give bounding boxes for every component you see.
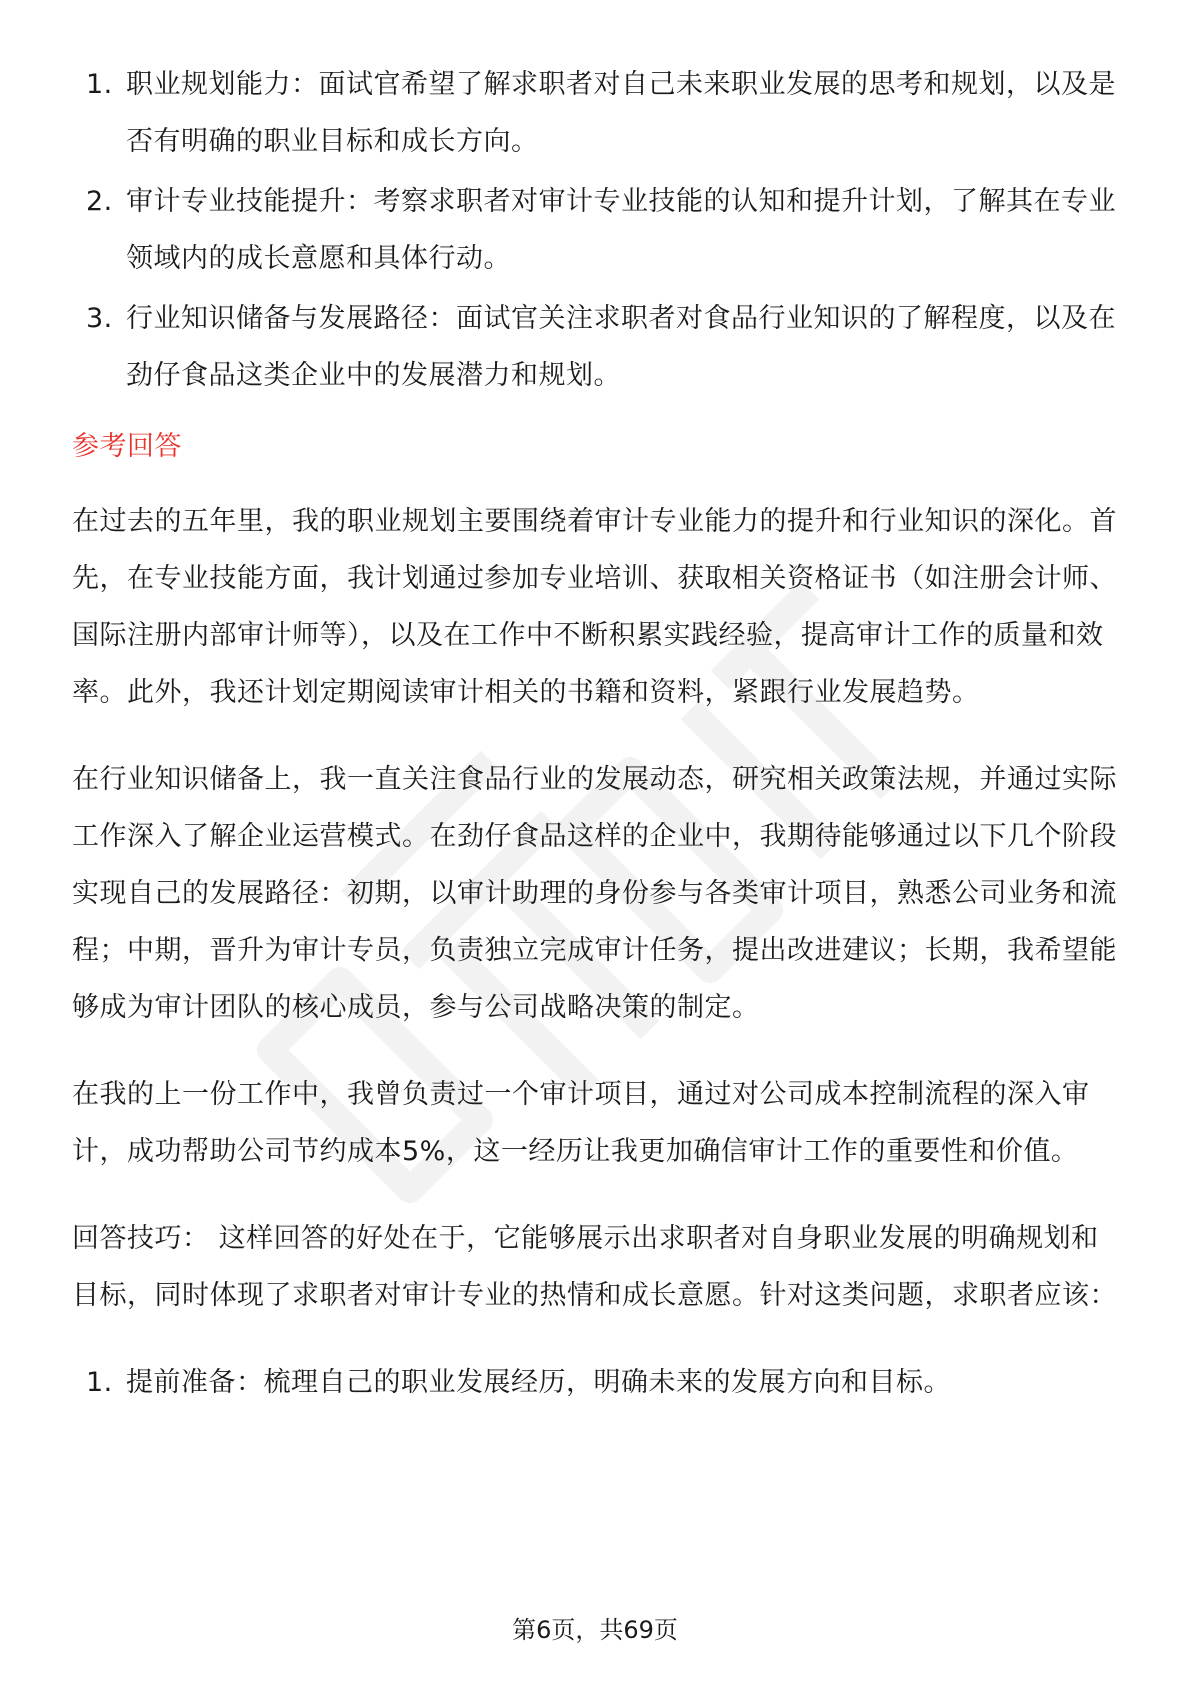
list-item: [72, 1354, 1122, 1411]
tips-list: [72, 1354, 1122, 1411]
page-footer: 第6页，共69页: [512, 1616, 678, 1644]
list-item-number: 2.: [86, 186, 113, 217]
list-item-text: 职业规划能力：面试官希望了解求职者对自己未来职业发展的思考和规划，以及是否有明确的职业目标和成长方向。: [126, 69, 1116, 157]
answer-section-title: 参考回答: [72, 431, 182, 462]
main-content: [72, 56, 1122, 1414]
answer-paragraph: 在过去的五年里，我的职业规划主要围绕着审计专业能力的提升和行业知识的深化。首先，在专业技能方面，我计划通过参加专业培训、获取相关资格证书（如注册会计师、国际注册内部审计师等），以及在工作中不断积累实践经验，提高审计工作的质量和效率。此外，我还计划定期阅读审计相关的书籍和资料，紧跟行业发展趋势。: [72, 506, 1117, 708]
answer-paragraph: 在我的上一份工作中，我曾负责过一个审计项目，通过对公司成本控制流程的深入审计，成功帮助公司节约成本5%，这一经历让我更加确信审计工作的重要性和价值。: [72, 1079, 1090, 1167]
answer-tips-paragraph: 回答技巧： 这样回答的好处在于，它能够展示出求职者对自身职业发展的明确规划和目标，同时体现了求职者对审计专业的热情和成长意愿。针对这类问题，求职者应该：: [72, 1223, 1117, 1311]
list-item-number: 1.: [86, 69, 113, 100]
list-item-number: 3.: [86, 303, 113, 334]
focus-points-list: [72, 56, 1122, 404]
list-item-number: 1.: [86, 1367, 113, 1398]
list-item-text: 行业知识储备与发展路径：面试官关注求职者对食品行业知识的了解程度，以及在劲仔食品这类企业中的发展潜力和规划。: [126, 303, 1116, 391]
list-item: [72, 290, 1122, 404]
answer-paragraph: 在行业知识储备上，我一直关注食品行业的发展动态，研究相关政策法规，并通过实际工作深入了解企业运营模式。在劲仔食品这样的企业中，我期待能够通过以下几个阶段实现自己的发展路径：初期，以审计助理的身份参与各类审计项目，熟悉公司业务和流程；中期，晋升为审计专员，负责独立完成审计任务，提出改进建议；长期，我希望能够成为审计团队的核心成员，参与公司战略决策的制定。: [72, 764, 1117, 1023]
list-item-text: 提前准备：梳理自己的职业发展经历，明确未来的发展方向和目标。: [126, 1367, 951, 1398]
list-item-text: 审计专业技能提升：考察求职者对审计专业技能的认知和提升计划，了解其在专业领域内的成长意愿和具体行动。: [126, 186, 1116, 274]
list-item: [72, 56, 1122, 170]
list-item: [72, 173, 1122, 287]
